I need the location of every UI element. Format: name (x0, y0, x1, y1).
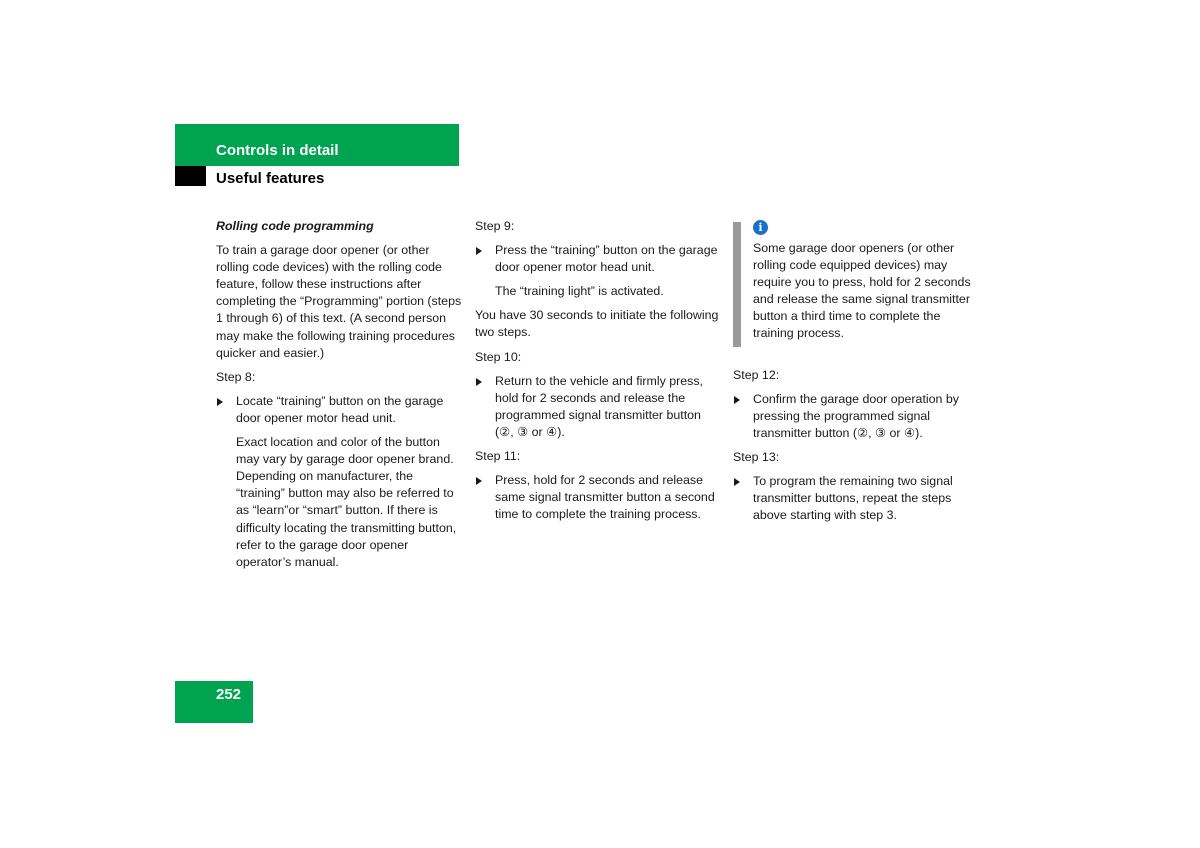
column-right (733, 218, 983, 531)
instruction-text: Locate “training” button on the garage door opener motor head unit. (236, 393, 444, 425)
instruction-detail: The “training light” is activated. (495, 284, 664, 299)
bullet-arrow-icon (476, 247, 482, 255)
step-instruction (216, 393, 463, 427)
page-number-tab (175, 681, 253, 723)
info-note (733, 218, 983, 343)
instruction-text: Confirm the garage door operation by pressing the programmed signal transmitter button (②, ③ or ④). (753, 391, 959, 440)
step-label: Step 8: (216, 369, 256, 384)
bullet-arrow-icon (734, 396, 740, 404)
bullet-arrow-icon (734, 478, 740, 486)
column-left (216, 218, 463, 578)
header-marker (175, 166, 206, 186)
step-instruction (475, 373, 723, 441)
bullet-arrow-icon (476, 477, 482, 485)
step-label: Step 13: (733, 449, 780, 464)
step-label: Step 9: (475, 219, 515, 233)
info-icon: i (753, 220, 768, 235)
note-text: Some garage door openers (or other rolling code equipped devices) may require you to press, hold for 2 seconds and release the same signal transmitter button a third time to complete the training process. (753, 241, 971, 341)
note-bar (733, 222, 741, 347)
timing-note: You have 30 seconds to initiate the following two steps. (475, 308, 719, 340)
column-middle (475, 218, 723, 530)
step-instruction (733, 473, 983, 524)
chapter-title: Controls in detail (216, 142, 339, 159)
step-label: Step 11: (475, 449, 521, 464)
instruction-text: Press, hold for 2 seconds and release same signal transmitter button a second time to complete the training process. (495, 473, 715, 522)
instruction-detail: Exact location and color of the button may vary by garage door opener brand. Depending on manufacturer, the “training” button may also be referred to as “learn”or “smart” button. If there is difficulty locating the transmitting button, refer to the garage door opener operator’s manual. (236, 435, 457, 569)
step-instruction (475, 242, 723, 276)
instruction-text: To program the remaining two signal transmitter buttons, repeat the steps above starting with step 3. (753, 474, 953, 523)
page-number: 252 (216, 686, 242, 703)
bullet-arrow-icon (217, 398, 223, 406)
step-label: Step 10: (475, 349, 522, 364)
instruction-text: Press the “training” button on the garage door opener motor head unit. (495, 243, 718, 275)
section-subtitle: Useful features (216, 170, 325, 187)
step-instruction (475, 472, 723, 523)
step-label: Step 12: (733, 367, 780, 382)
instruction-text: Return to the vehicle and firmly press, hold for 2 seconds and release the programmed signal transmitter button (②, ③ or ④). (495, 373, 703, 439)
intro-paragraph: To train a garage door opener (or other rolling code devices) with the rolling code feature, follow these instructions after completing the “Programming” portion (steps 1 through 6) of this text. (A second person may make the following training procedures quicker and easier.) (216, 243, 462, 360)
section-heading: Rolling code programming (216, 219, 374, 233)
step-instruction (733, 391, 983, 442)
bullet-arrow-icon (476, 378, 482, 386)
